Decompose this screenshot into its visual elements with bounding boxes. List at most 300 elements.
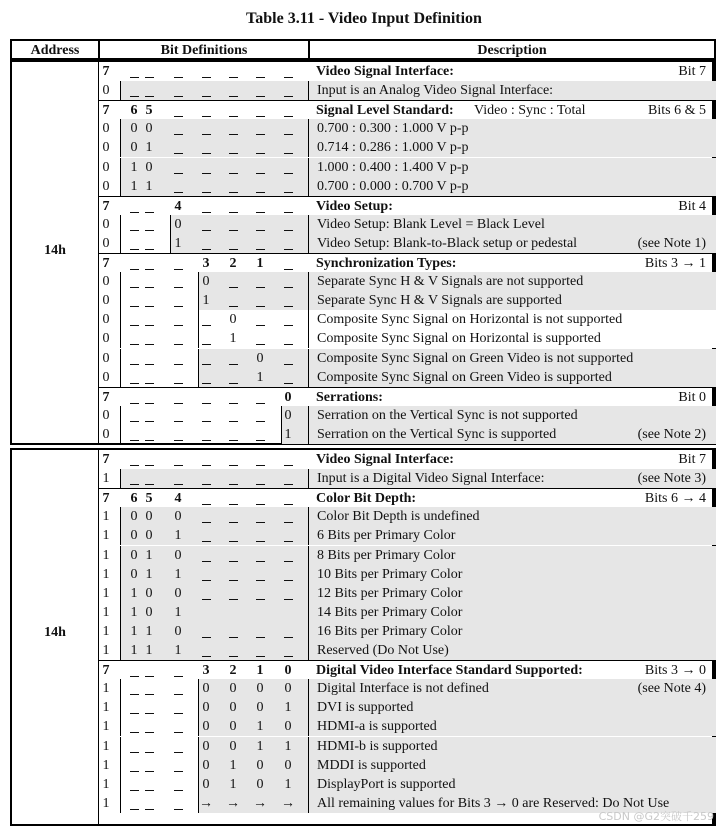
bit-placeholder	[130, 465, 139, 466]
bits-shade	[198, 291, 308, 310]
bit-placeholder	[284, 504, 293, 505]
address-value: 14h	[44, 625, 66, 640]
description-cell	[308, 349, 716, 368]
bit-2-value: 0	[229, 719, 237, 735]
description-label: Serration on the Vertical Sync is not supported	[317, 407, 578, 423]
description-label: MDDI is supported	[317, 757, 426, 773]
bit-range-label: Bits 6 & 5	[648, 103, 706, 119]
bit-placeholder	[256, 287, 265, 288]
bit-placeholder	[145, 325, 154, 326]
bit-placeholder	[202, 599, 211, 600]
bit-placeholder	[202, 383, 211, 384]
bit-placeholder	[284, 522, 293, 523]
bit-placeholder	[284, 192, 293, 193]
bit-placeholder	[145, 403, 154, 404]
description-cell	[308, 310, 716, 329]
bit-7-value: 1	[102, 528, 110, 544]
bit-3-value: 3	[202, 663, 210, 679]
bit-placeholder	[174, 752, 183, 753]
bit-placeholder	[130, 713, 139, 714]
bit-placeholder	[256, 637, 265, 638]
bit-0-value: 0	[284, 681, 292, 697]
bit-placeholder	[256, 134, 265, 135]
bit-placeholder	[229, 561, 238, 562]
bit-0-value: 1	[284, 776, 292, 792]
cell-divider	[120, 215, 121, 234]
bit-range-label: Bit 7	[678, 452, 706, 467]
section-header-row	[98, 488, 714, 508]
cell-divider	[120, 526, 121, 545]
description-cell	[308, 291, 716, 310]
bit-2-value: 2	[229, 663, 237, 679]
table-row	[98, 717, 714, 736]
bit-7-value: 0	[102, 293, 110, 309]
description-cell	[308, 679, 716, 698]
bit-placeholder	[229, 249, 238, 250]
bit-placeholder	[202, 173, 211, 174]
bit-placeholder	[130, 287, 139, 288]
description-label: Input is a Digital Video Signal Interface:	[317, 471, 545, 487]
section-header-row	[98, 387, 714, 407]
description-label: Color Bit Depth is undefined	[317, 509, 480, 525]
bit-placeholder	[174, 173, 183, 174]
table-row	[98, 737, 714, 756]
bit-placeholder	[229, 116, 238, 117]
bits-shade	[198, 329, 308, 348]
bit-placeholder	[145, 421, 154, 422]
table-row	[98, 756, 714, 775]
bit-2-value: 1	[229, 757, 237, 773]
bit-placeholder	[145, 344, 154, 345]
bit-placeholder	[256, 599, 265, 600]
bit-placeholder	[130, 440, 139, 441]
bit-range-label: Bit 4	[678, 198, 706, 214]
bit-placeholder	[174, 732, 183, 733]
bit-3-value: 0	[202, 738, 210, 754]
table-row	[98, 641, 714, 660]
bit-1-value: 1	[256, 663, 264, 679]
bit-placeholder	[284, 364, 293, 365]
bit-1-value: 1	[256, 256, 264, 271]
bit-2-value: 2	[229, 256, 237, 271]
bit-7-value: 7	[102, 198, 110, 214]
bit-placeholder	[174, 465, 183, 466]
cell-divider	[120, 425, 121, 444]
bit-placeholder	[174, 325, 183, 326]
bit-placeholder	[229, 383, 238, 384]
description-label: 14 Bits per Primary Color	[317, 604, 463, 620]
description-label: 12 Bits per Primary Color	[317, 585, 463, 601]
bit-placeholder	[174, 269, 183, 270]
bit-3-value: 1	[202, 293, 210, 309]
table-header	[10, 39, 716, 60]
bit-7-value: 7	[102, 103, 110, 119]
table-row	[98, 698, 714, 717]
section-header-row	[98, 100, 714, 120]
table-row	[98, 158, 714, 177]
bit-placeholder	[130, 96, 139, 97]
bit-placeholder	[284, 230, 293, 231]
bit-placeholder	[284, 249, 293, 250]
bit-2-value: 0	[229, 312, 237, 328]
bit-placeholder	[256, 541, 265, 542]
bit-7-value: 1	[102, 681, 110, 697]
bit-placeholder	[284, 134, 293, 135]
bit-placeholder	[256, 173, 265, 174]
table-row	[98, 272, 714, 291]
bit-placeholder	[256, 403, 265, 404]
description-cell	[308, 622, 716, 641]
bit-3-value: 0	[202, 757, 210, 773]
bit-placeholder	[256, 344, 265, 345]
bit-placeholder	[202, 541, 211, 542]
bit-placeholder	[174, 192, 183, 193]
bit-0-value: 0	[284, 757, 292, 773]
description-cell	[308, 425, 716, 444]
bit-2-value: 1	[229, 776, 237, 792]
bit-4-value: 4	[174, 491, 182, 507]
bit-placeholder	[229, 637, 238, 638]
bit-7-value: 1	[102, 509, 110, 525]
description-label: Serrations:	[316, 389, 383, 405]
table-row	[98, 234, 714, 253]
bit-placeholder	[130, 269, 139, 270]
bit-7-value: 0	[102, 407, 110, 423]
address-cell	[12, 450, 99, 824]
bit-placeholder	[145, 484, 154, 485]
bit-placeholder	[130, 676, 139, 677]
cell-divider	[120, 329, 121, 348]
bit-placeholder	[174, 771, 183, 772]
bit-placeholder	[145, 732, 154, 733]
bit-1-value: 0	[256, 776, 264, 792]
bit-placeholder	[174, 134, 183, 135]
bit-placeholder	[130, 809, 139, 810]
bit-7-value: 7	[102, 452, 110, 467]
bit-placeholder	[145, 364, 154, 365]
bit-7-value: 1	[102, 585, 110, 601]
bit-4-value: 1	[174, 643, 182, 658]
cell-divider	[120, 469, 121, 488]
description-label: Input is an Analog Video Signal Interface:	[317, 83, 554, 99]
bit-placeholder	[130, 484, 139, 485]
bit-3-value: 0	[202, 700, 210, 716]
bit-placeholder	[202, 637, 211, 638]
bit-placeholder	[174, 344, 183, 345]
bit-1-value: 0	[256, 757, 264, 773]
table-row	[98, 526, 714, 545]
bit-placeholder	[130, 230, 139, 231]
bit-placeholder	[145, 212, 154, 213]
header-description: Description	[477, 43, 547, 58]
description-cell	[308, 584, 716, 603]
bit-5-value: 1	[145, 547, 153, 563]
bit-placeholder	[174, 403, 183, 404]
bit-placeholder	[145, 694, 154, 695]
bit-placeholder	[130, 249, 139, 250]
bit-placeholder	[256, 249, 265, 250]
bit-7-value: 0	[102, 140, 110, 156]
description-label: HDMI-a is supported	[317, 719, 437, 735]
cell-divider	[120, 177, 121, 196]
bit-placeholder	[145, 809, 154, 810]
bit-4-value: 1	[174, 566, 182, 582]
table-row	[98, 177, 714, 196]
bit-3-value: 0	[202, 681, 210, 697]
bit-placeholder	[256, 153, 265, 154]
bit-placeholder	[229, 440, 238, 441]
bit-placeholder	[145, 713, 154, 714]
cell-divider	[120, 775, 121, 794]
bit-placeholder	[202, 134, 211, 135]
bit-placeholder	[145, 790, 154, 791]
description-cell	[308, 197, 716, 216]
bit-7-value: 0	[102, 159, 110, 175]
description-cell	[308, 565, 716, 584]
bit-range-label: Bits 6 → 4	[644, 491, 706, 507]
bit-7-value: 1	[102, 776, 110, 792]
table-row	[98, 329, 714, 348]
bit-1-value: →	[253, 795, 267, 811]
bit-placeholder	[284, 484, 293, 485]
cell-divider	[198, 310, 199, 329]
bit-6-value: 6	[130, 491, 138, 507]
cell-divider	[198, 349, 199, 368]
description-cell	[308, 215, 716, 234]
bit-4-value: 0	[174, 623, 182, 639]
bit-placeholder	[145, 77, 154, 78]
description-cell	[308, 698, 716, 717]
bit-placeholder	[256, 325, 265, 326]
bit-placeholder	[202, 580, 211, 581]
bit-placeholder	[174, 287, 183, 288]
header-address: Address	[30, 43, 80, 58]
bit-placeholder	[284, 344, 293, 345]
bit-0-value: 1	[284, 426, 292, 442]
table-row	[98, 406, 714, 425]
bit-7-value: 1	[102, 471, 110, 487]
bit-placeholder	[145, 230, 154, 231]
bit-placeholder	[229, 504, 238, 505]
bit-0-value: 1	[284, 700, 292, 716]
section-header-row	[98, 660, 714, 680]
bit-6-value: 1	[130, 585, 138, 601]
bit-placeholder	[174, 364, 183, 365]
bit-4-value: 0	[174, 509, 182, 525]
description-label: Digital Video Interface Standard Supported:	[316, 663, 583, 679]
cell-divider	[198, 329, 199, 348]
bit-placeholder	[202, 249, 211, 250]
bit-placeholder	[174, 694, 183, 695]
bit-3-value: 0	[202, 719, 210, 735]
description-label: Composite Sync Signal on Horizontal is supported	[317, 331, 601, 347]
description-cell	[308, 756, 716, 775]
bit-4-value: 1	[174, 604, 182, 620]
bit-placeholder	[229, 192, 238, 193]
table-row	[98, 425, 714, 444]
bit-placeholder	[130, 421, 139, 422]
description-cell	[308, 119, 716, 138]
bit-7-value: 7	[102, 491, 110, 507]
bit-placeholder	[256, 77, 265, 78]
bit-placeholder	[145, 752, 154, 753]
bit-placeholder	[256, 116, 265, 117]
bit-placeholder	[229, 522, 238, 523]
bit-3-value: →	[199, 795, 213, 811]
bit-placeholder	[145, 287, 154, 288]
bit-6-value: 0	[130, 140, 138, 156]
description-cell	[308, 507, 716, 526]
bit-placeholder	[130, 212, 139, 213]
description-cell	[308, 603, 716, 622]
bit-7-value: 0	[102, 235, 110, 251]
bit-placeholder	[284, 153, 293, 154]
bit-placeholder	[130, 694, 139, 695]
bit-placeholder	[174, 421, 183, 422]
description-label: 0.714 : 0.286 : 1.000 V p-p	[317, 140, 469, 156]
description-cell	[308, 158, 716, 177]
table-row	[98, 546, 714, 565]
bit-6-value: 1	[130, 159, 138, 175]
description-cell	[308, 661, 716, 680]
bit-7-value: 0	[102, 426, 110, 442]
bit-7-value: 1	[102, 643, 110, 658]
bit-placeholder	[174, 153, 183, 154]
bit-placeholder	[256, 484, 265, 485]
bit-placeholder	[145, 440, 154, 441]
bit-7-value: 1	[102, 738, 110, 754]
watermark: CSDN @G2突破千259	[598, 810, 714, 823]
bit-placeholder	[284, 383, 293, 384]
bit-6-value: 1	[130, 643, 138, 658]
description-label: Video Signal Interface:	[316, 64, 454, 79]
bit-placeholder	[256, 504, 265, 505]
bit-placeholder	[284, 541, 293, 542]
bit-7-value: 7	[102, 64, 110, 79]
bit-placeholder	[256, 306, 265, 307]
cell-divider	[120, 138, 121, 157]
bit-5-value: 0	[145, 585, 153, 601]
bit-5-value: 0	[145, 121, 153, 137]
bit-placeholder	[202, 656, 211, 657]
bit-placeholder	[174, 116, 183, 117]
bit-placeholder	[256, 96, 265, 97]
cell-divider	[120, 234, 121, 253]
bit-placeholder	[202, 192, 211, 193]
bit-1-value: 1	[256, 738, 264, 754]
bit-5-value: 0	[145, 159, 153, 175]
description-cell	[308, 234, 716, 253]
bit-placeholder	[202, 230, 211, 231]
bit-1-value: 0	[256, 700, 264, 716]
bit-placeholder	[229, 541, 238, 542]
table-row	[98, 368, 714, 387]
bit-7-value: 1	[102, 623, 110, 639]
bit-6-value: 0	[130, 547, 138, 563]
bit-placeholder	[174, 676, 183, 677]
bit-placeholder	[229, 599, 238, 600]
bit-0-value: 0	[284, 389, 292, 405]
description-label: DVI is supported	[317, 700, 414, 716]
bit-0-value: 0	[284, 719, 292, 735]
bit-placeholder	[174, 713, 183, 714]
cell-divider	[120, 584, 121, 603]
bit-placeholder	[229, 465, 238, 466]
address-cell	[12, 62, 99, 443]
bit-placeholder	[256, 421, 265, 422]
bit-7-value: 7	[102, 256, 110, 271]
cell-divider	[120, 291, 121, 310]
table-row	[98, 603, 714, 622]
bit-placeholder	[145, 465, 154, 466]
bit-0-value: 0	[284, 663, 292, 679]
bit-placeholder	[284, 656, 293, 657]
description-cell	[308, 641, 716, 660]
note-reference: (see Note 4)	[637, 681, 706, 697]
bit-placeholder	[284, 561, 293, 562]
bit-placeholder	[130, 383, 139, 384]
cell-divider	[120, 641, 121, 660]
table-row	[98, 507, 714, 526]
bit-placeholder	[145, 306, 154, 307]
bit-2-value: →	[226, 795, 240, 811]
cell-divider	[120, 603, 121, 622]
cell-divider	[120, 794, 121, 813]
bit-placeholder	[130, 364, 139, 365]
bit-placeholder	[284, 287, 293, 288]
bit-placeholder	[174, 77, 183, 78]
bit-2-value: 0	[229, 700, 237, 716]
bit-7-value: 1	[102, 795, 110, 811]
bit-placeholder	[284, 599, 293, 600]
bit-placeholder	[284, 116, 293, 117]
bit-placeholder	[256, 561, 265, 562]
table-row	[98, 119, 714, 138]
bit-placeholder	[174, 790, 183, 791]
bit-placeholder	[130, 403, 139, 404]
bit-placeholder	[229, 96, 238, 97]
bit-placeholder	[174, 96, 183, 97]
description-cell	[308, 737, 716, 756]
bit-5-value: 0	[145, 509, 153, 525]
bit-placeholder	[284, 306, 293, 307]
bit-placeholder	[145, 269, 154, 270]
table-row	[98, 349, 714, 368]
bit-placeholder	[130, 344, 139, 345]
description-label: Separate Sync H & V Signals are supported	[317, 293, 562, 309]
cell-divider	[120, 158, 121, 177]
table-row	[98, 565, 714, 584]
description-label: HDMI-b is supported	[317, 738, 438, 754]
description-label: Video Setup: Blank Level = Black Level	[317, 216, 545, 232]
bit-placeholder	[202, 153, 211, 154]
cell-divider	[120, 310, 121, 329]
bit-placeholder	[145, 771, 154, 772]
description-cell	[308, 62, 716, 81]
cell-divider	[120, 81, 121, 100]
bit-1-value: 1	[256, 719, 264, 735]
bit-placeholder	[130, 790, 139, 791]
bit-placeholder	[229, 306, 238, 307]
cell-divider	[120, 349, 121, 368]
digital-block	[10, 448, 716, 826]
bit-7-value: 7	[102, 389, 110, 405]
bit-7-value: 0	[102, 369, 110, 385]
bit-4-value: 1	[174, 528, 182, 544]
table-row	[98, 310, 714, 329]
note-reference: (see Note 2)	[637, 426, 706, 442]
bit-4-value: 0	[174, 585, 182, 601]
